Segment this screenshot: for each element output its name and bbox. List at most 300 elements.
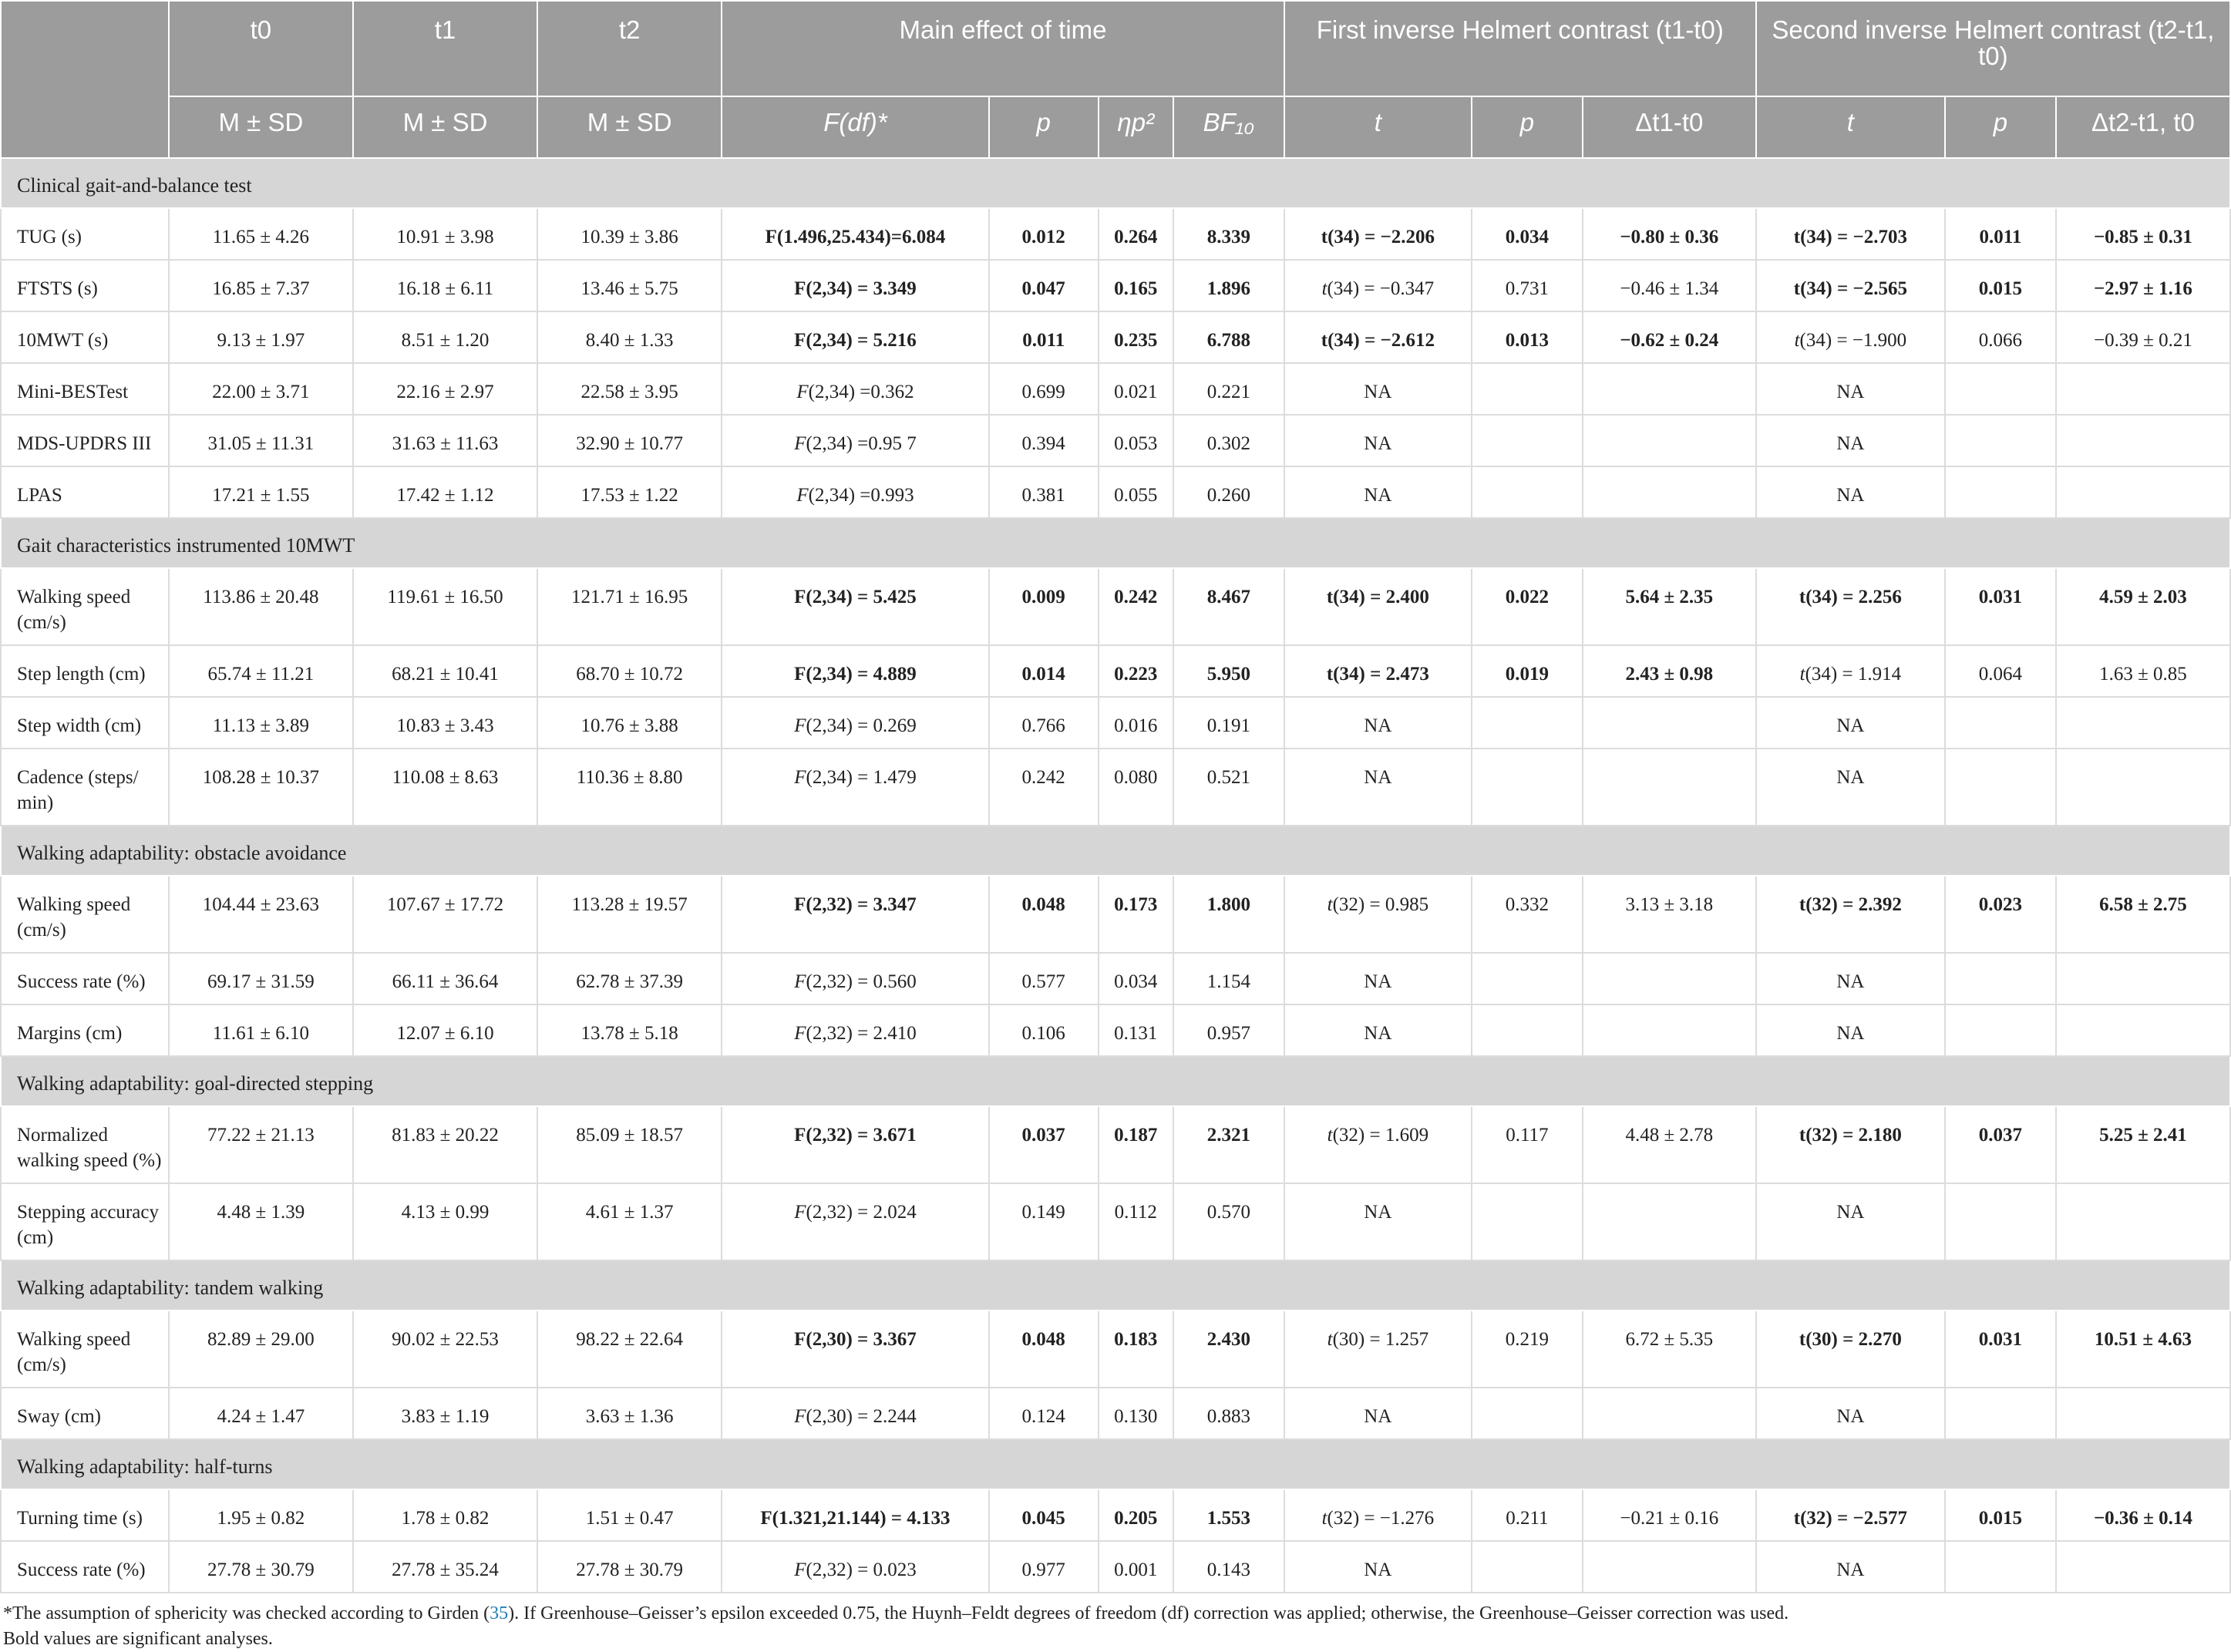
cell-ct1: NA bbox=[1284, 1004, 1472, 1056]
cell-p: 0.766 bbox=[989, 697, 1099, 749]
cell-cp2: 0.023 bbox=[1945, 876, 2056, 953]
table-body bbox=[1, 158, 2230, 1593]
cell-eta: 0.021 bbox=[1099, 363, 1173, 415]
cell-t2: 68.70 ± 10.72 bbox=[537, 645, 722, 697]
cell-bf: 8.339 bbox=[1173, 208, 1284, 260]
header-t1: t1 bbox=[353, 1, 537, 96]
header-t2: t2 bbox=[537, 1, 722, 96]
table-row bbox=[1, 311, 2230, 363]
cell-cd1 bbox=[1583, 1541, 1756, 1593]
row-label: 10MWT (s) bbox=[1, 311, 169, 363]
row-label: Step width (cm) bbox=[1, 697, 169, 749]
cell-cp1 bbox=[1472, 749, 1583, 826]
cell-t0: 77.22 ± 21.13 bbox=[169, 1106, 353, 1183]
table-row bbox=[1, 466, 2230, 518]
cell-cp1 bbox=[1472, 466, 1583, 518]
cell-ct2: NA bbox=[1756, 1388, 1945, 1439]
cell-t0: 11.61 ± 6.10 bbox=[169, 1004, 353, 1056]
cell-cp2 bbox=[1945, 363, 2056, 415]
cell-t2: 10.39 ± 3.86 bbox=[537, 208, 722, 260]
cell-bf: 1.800 bbox=[1173, 876, 1284, 953]
cell-cp2 bbox=[1945, 1183, 2056, 1260]
cell-ct2: NA bbox=[1756, 697, 1945, 749]
row-label: Mini-BESTest bbox=[1, 363, 169, 415]
cell-cd1: −0.62 ± 0.24 bbox=[1583, 311, 1756, 363]
section-title: Walking adaptability: half-turns bbox=[1, 1439, 2230, 1489]
cell-bf: 8.467 bbox=[1173, 568, 1284, 645]
cell-bf: 2.430 bbox=[1173, 1310, 1284, 1388]
cell-cd1 bbox=[1583, 953, 1756, 1004]
cell-p: 0.242 bbox=[989, 749, 1099, 826]
cell-ct1: NA bbox=[1284, 466, 1472, 518]
cell-ct1: NA bbox=[1284, 415, 1472, 466]
cell-t2: 27.78 ± 30.79 bbox=[537, 1541, 722, 1593]
cell-ct2: NA bbox=[1756, 749, 1945, 826]
cell-cp1 bbox=[1472, 1004, 1583, 1056]
cell-eta: 0.053 bbox=[1099, 415, 1173, 466]
footnote-bold-note: Bold values are significant analyses. bbox=[3, 1629, 273, 1649]
cell-cd1: 6.72 ± 5.35 bbox=[1583, 1310, 1756, 1388]
table-row bbox=[1, 1489, 2230, 1541]
cell-cd2 bbox=[2056, 466, 2230, 518]
row-label: Margins (cm) bbox=[1, 1004, 169, 1056]
cell-t1: 66.11 ± 36.64 bbox=[353, 953, 537, 1004]
cell-eta: 0.205 bbox=[1099, 1489, 1173, 1541]
cell-ct2: NA bbox=[1756, 1004, 1945, 1056]
cell-p: 0.381 bbox=[989, 466, 1099, 518]
table-row bbox=[1, 260, 2230, 311]
cell-f: F(2,30) = 2.244 bbox=[722, 1388, 989, 1439]
section-title: Clinical gait-and-balance test bbox=[1, 158, 2230, 208]
cell-ct1: NA bbox=[1284, 953, 1472, 1004]
cell-cd1 bbox=[1583, 415, 1756, 466]
cell-t0: 17.21 ± 1.55 bbox=[169, 466, 353, 518]
table-row bbox=[1, 363, 2230, 415]
cell-f: F(2,32) = 3.347 bbox=[722, 876, 989, 953]
cell-ct2: NA bbox=[1756, 363, 1945, 415]
cell-cp2 bbox=[1945, 953, 2056, 1004]
cell-ct1: t(30) = 1.257 bbox=[1284, 1310, 1472, 1388]
row-label: FTSTS (s) bbox=[1, 260, 169, 311]
cell-p: 0.149 bbox=[989, 1183, 1099, 1260]
cell-cp2: 0.011 bbox=[1945, 208, 2056, 260]
table-row bbox=[1, 1004, 2230, 1056]
cell-cd2 bbox=[2056, 1541, 2230, 1593]
row-label: Success rate (%) bbox=[1, 1541, 169, 1593]
cell-t0: 31.05 ± 11.31 bbox=[169, 415, 353, 466]
cell-ct1: t(34) = −0.347 bbox=[1284, 260, 1472, 311]
cell-ct1: NA bbox=[1284, 1541, 1472, 1593]
header-row-1 bbox=[1, 1, 2230, 96]
cell-t2: 13.46 ± 5.75 bbox=[537, 260, 722, 311]
cell-p: 0.394 bbox=[989, 415, 1099, 466]
row-label: Walking speed (cm/s) bbox=[1, 568, 169, 645]
cell-ct2: t(32) = 2.392 bbox=[1756, 876, 1945, 953]
cell-ct1: t(34) = −2.612 bbox=[1284, 311, 1472, 363]
cell-t1: 8.51 ± 1.20 bbox=[353, 311, 537, 363]
cell-cp1 bbox=[1472, 953, 1583, 1004]
table-row bbox=[1, 208, 2230, 260]
cell-bf: 0.570 bbox=[1173, 1183, 1284, 1260]
cell-t1: 110.08 ± 8.63 bbox=[353, 749, 537, 826]
cell-eta: 0.165 bbox=[1099, 260, 1173, 311]
row-label: Success rate (%) bbox=[1, 953, 169, 1004]
cell-cp2 bbox=[1945, 697, 2056, 749]
cell-cd2: 6.58 ± 2.75 bbox=[2056, 876, 2230, 953]
cell-ct1: NA bbox=[1284, 363, 1472, 415]
cell-eta: 0.055 bbox=[1099, 466, 1173, 518]
cell-cp1: 0.034 bbox=[1472, 208, 1583, 260]
cell-t2: 98.22 ± 22.64 bbox=[537, 1310, 722, 1388]
cell-t1: 16.18 ± 6.11 bbox=[353, 260, 537, 311]
table-row bbox=[1, 1388, 2230, 1439]
cell-ct1: NA bbox=[1284, 749, 1472, 826]
cell-ct2: t(34) = 2.256 bbox=[1756, 568, 1945, 645]
cell-t0: 69.17 ± 31.59 bbox=[169, 953, 353, 1004]
cell-cp1: 0.117 bbox=[1472, 1106, 1583, 1183]
cell-bf: 0.191 bbox=[1173, 697, 1284, 749]
cell-cp1 bbox=[1472, 1541, 1583, 1593]
cell-ct2: NA bbox=[1756, 415, 1945, 466]
cell-ct2: t(32) = 2.180 bbox=[1756, 1106, 1945, 1183]
cell-t2: 8.40 ± 1.33 bbox=[537, 311, 722, 363]
cell-t2: 22.58 ± 3.95 bbox=[537, 363, 722, 415]
header-contrast2-delta: Δt2-t1, t0 bbox=[2056, 96, 2230, 158]
cell-t1: 90.02 ± 22.53 bbox=[353, 1310, 537, 1388]
section-title: Walking adaptability: goal-directed stepping bbox=[1, 1056, 2230, 1106]
cell-cd2 bbox=[2056, 1004, 2230, 1056]
cell-t1: 68.21 ± 10.41 bbox=[353, 645, 537, 697]
cell-cp1: 0.211 bbox=[1472, 1489, 1583, 1541]
cell-cd2 bbox=[2056, 749, 2230, 826]
cell-t2: 121.71 ± 16.95 bbox=[537, 568, 722, 645]
table-row bbox=[1, 953, 2230, 1004]
cell-eta: 0.034 bbox=[1099, 953, 1173, 1004]
cell-t1: 81.83 ± 20.22 bbox=[353, 1106, 537, 1183]
cell-eta: 0.242 bbox=[1099, 568, 1173, 645]
cell-ct1: t(32) = 1.609 bbox=[1284, 1106, 1472, 1183]
cell-eta: 0.001 bbox=[1099, 1541, 1173, 1593]
cell-t2: 17.53 ± 1.22 bbox=[537, 466, 722, 518]
footnote-sphericity: *The assumption of sphericity was checked according to Girden (35). If Greenhouse–Geisser’s epsilon exceeded 0.75, the Huynh–Feldt degrees of freedom (df) correction was applied; otherwise, the Greenhouse–Geisser correction was used. bbox=[3, 1603, 1789, 1623]
header-main-effect: Main effect of time bbox=[722, 1, 1284, 96]
row-label: Stepping accuracy (cm) bbox=[1, 1183, 169, 1260]
cell-t1: 1.78 ± 0.82 bbox=[353, 1489, 537, 1541]
cell-f: F(2,34) =0.95 7 bbox=[722, 415, 989, 466]
row-label: TUG (s) bbox=[1, 208, 169, 260]
cell-eta: 0.173 bbox=[1099, 876, 1173, 953]
cell-cd1: −0.21 ± 0.16 bbox=[1583, 1489, 1756, 1541]
cell-p: 0.037 bbox=[989, 1106, 1099, 1183]
cell-t2: 62.78 ± 37.39 bbox=[537, 953, 722, 1004]
cell-ct1: NA bbox=[1284, 1388, 1472, 1439]
row-label: Walking speed (cm/s) bbox=[1, 1310, 169, 1388]
cell-t0: 113.86 ± 20.48 bbox=[169, 568, 353, 645]
cell-f: F(2,34) = 5.425 bbox=[722, 568, 989, 645]
cell-cd1 bbox=[1583, 1004, 1756, 1056]
cell-cp2 bbox=[1945, 466, 2056, 518]
cell-bf: 0.302 bbox=[1173, 415, 1284, 466]
header-t0: t0 bbox=[169, 1, 353, 96]
cell-ct2: t(34) = −2.703 bbox=[1756, 208, 1945, 260]
cell-bf: 2.321 bbox=[1173, 1106, 1284, 1183]
cell-bf: 1.553 bbox=[1173, 1489, 1284, 1541]
cell-t1: 4.13 ± 0.99 bbox=[353, 1183, 537, 1260]
section-title: Walking adaptability: obstacle avoidance bbox=[1, 826, 2230, 876]
cell-cd1: 4.48 ± 2.78 bbox=[1583, 1106, 1756, 1183]
cell-cd1: 3.13 ± 3.18 bbox=[1583, 876, 1756, 953]
cell-f: F(2,34) =0.362 bbox=[722, 363, 989, 415]
cell-cp1 bbox=[1472, 415, 1583, 466]
cell-cp1: 0.731 bbox=[1472, 260, 1583, 311]
header-msd-t0: M ± SD bbox=[169, 96, 353, 158]
header-second-contrast: Second inverse Helmert contrast (t2-t1, t0) bbox=[1756, 1, 2230, 96]
cell-ct2: t(30) = 2.270 bbox=[1756, 1310, 1945, 1388]
table-row bbox=[1, 697, 2230, 749]
cell-p: 0.699 bbox=[989, 363, 1099, 415]
section-header bbox=[1, 1260, 2230, 1310]
table-row bbox=[1, 1106, 2230, 1183]
cell-t0: 22.00 ± 3.71 bbox=[169, 363, 353, 415]
cell-t0: 4.24 ± 1.47 bbox=[169, 1388, 353, 1439]
cell-ct2: NA bbox=[1756, 1183, 1945, 1260]
cell-ct1: t(34) = −2.206 bbox=[1284, 208, 1472, 260]
header-msd-t1: M ± SD bbox=[353, 96, 537, 158]
cell-t1: 107.67 ± 17.72 bbox=[353, 876, 537, 953]
cell-t2: 1.51 ± 0.47 bbox=[537, 1489, 722, 1541]
table-row bbox=[1, 415, 2230, 466]
cell-cd1: −0.80 ± 0.36 bbox=[1583, 208, 1756, 260]
section-header bbox=[1, 826, 2230, 876]
cell-p: 0.012 bbox=[989, 208, 1099, 260]
cell-cp1: 0.219 bbox=[1472, 1310, 1583, 1388]
cell-eta: 0.016 bbox=[1099, 697, 1173, 749]
cell-t1: 10.91 ± 3.98 bbox=[353, 208, 537, 260]
header-first-contrast: First inverse Helmert contrast (t1-t0) bbox=[1284, 1, 1756, 96]
cell-cd2: −0.85 ± 0.31 bbox=[2056, 208, 2230, 260]
section-header bbox=[1, 1439, 2230, 1489]
cell-f: F(2,32) = 2.024 bbox=[722, 1183, 989, 1260]
cell-eta: 0.187 bbox=[1099, 1106, 1173, 1183]
row-label: MDS-UPDRS III bbox=[1, 415, 169, 466]
cell-f: F(2,32) = 0.023 bbox=[722, 1541, 989, 1593]
cell-p: 0.977 bbox=[989, 1541, 1099, 1593]
row-label: Cadence (steps/ min) bbox=[1, 749, 169, 826]
cell-t1: 3.83 ± 1.19 bbox=[353, 1388, 537, 1439]
cell-t0: 4.48 ± 1.39 bbox=[169, 1183, 353, 1260]
cell-p: 0.011 bbox=[989, 311, 1099, 363]
header-bf: BF₁₀ bbox=[1173, 96, 1284, 158]
cell-p: 0.047 bbox=[989, 260, 1099, 311]
cell-t2: 4.61 ± 1.37 bbox=[537, 1183, 722, 1260]
cell-bf: 0.957 bbox=[1173, 1004, 1284, 1056]
cell-cp2 bbox=[1945, 415, 2056, 466]
cell-cp1: 0.022 bbox=[1472, 568, 1583, 645]
section-header bbox=[1, 518, 2230, 568]
cell-cd1 bbox=[1583, 1183, 1756, 1260]
table-row bbox=[1, 876, 2230, 953]
cell-t0: 11.13 ± 3.89 bbox=[169, 697, 353, 749]
row-label: Sway (cm) bbox=[1, 1388, 169, 1439]
cell-ct1: NA bbox=[1284, 697, 1472, 749]
section-header bbox=[1, 1056, 2230, 1106]
cell-t1: 27.78 ± 35.24 bbox=[353, 1541, 537, 1593]
cell-cd2: 5.25 ± 2.41 bbox=[2056, 1106, 2230, 1183]
cell-cd1: 2.43 ± 0.98 bbox=[1583, 645, 1756, 697]
cell-bf: 0.143 bbox=[1173, 1541, 1284, 1593]
cell-ct1: t(32) = 0.985 bbox=[1284, 876, 1472, 953]
cell-f: F(2,32) = 3.671 bbox=[722, 1106, 989, 1183]
cell-f: F(2,34) = 5.216 bbox=[722, 311, 989, 363]
cell-ct1: t(32) = −1.276 bbox=[1284, 1489, 1472, 1541]
cell-t0: 65.74 ± 11.21 bbox=[169, 645, 353, 697]
cell-f: F(1.321,21.144) = 4.133 bbox=[722, 1489, 989, 1541]
cell-t0: 108.28 ± 10.37 bbox=[169, 749, 353, 826]
cell-cp2: 0.031 bbox=[1945, 1310, 2056, 1388]
header-contrast1-delta: Δt1-t0 bbox=[1583, 96, 1756, 158]
cell-t2: 110.36 ± 8.80 bbox=[537, 749, 722, 826]
header-eta: ηp² bbox=[1099, 96, 1173, 158]
cell-t2: 10.76 ± 3.88 bbox=[537, 697, 722, 749]
cell-p: 0.014 bbox=[989, 645, 1099, 697]
cell-cd2: −0.36 ± 0.14 bbox=[2056, 1489, 2230, 1541]
cell-p: 0.106 bbox=[989, 1004, 1099, 1056]
cell-t1: 119.61 ± 16.50 bbox=[353, 568, 537, 645]
cell-cd2 bbox=[2056, 363, 2230, 415]
cell-cd2: 1.63 ± 0.85 bbox=[2056, 645, 2230, 697]
cell-p: 0.045 bbox=[989, 1489, 1099, 1541]
cell-t0: 1.95 ± 0.82 bbox=[169, 1489, 353, 1541]
cell-f: F(1.496,25.434)=6.084 bbox=[722, 208, 989, 260]
header-p: p bbox=[989, 96, 1099, 158]
cell-ct1: t(34) = 2.400 bbox=[1284, 568, 1472, 645]
table-row bbox=[1, 749, 2230, 826]
header-row-2 bbox=[1, 96, 2230, 158]
header-blank bbox=[1, 1, 169, 158]
cell-p: 0.009 bbox=[989, 568, 1099, 645]
cell-t1: 17.42 ± 1.12 bbox=[353, 466, 537, 518]
row-label: Normalized walking speed (%) bbox=[1, 1106, 169, 1183]
cell-bf: 0.521 bbox=[1173, 749, 1284, 826]
cell-f: F(2,32) = 2.410 bbox=[722, 1004, 989, 1056]
cell-cd1 bbox=[1583, 749, 1756, 826]
header-contrast1-p: p bbox=[1472, 96, 1583, 158]
cell-ct2: NA bbox=[1756, 953, 1945, 1004]
cell-cd2 bbox=[2056, 1183, 2230, 1260]
cell-eta: 0.130 bbox=[1099, 1388, 1173, 1439]
section-title: Walking adaptability: tandem walking bbox=[1, 1260, 2230, 1310]
cell-t0: 27.78 ± 30.79 bbox=[169, 1541, 353, 1593]
cell-f: F(2,34) = 1.479 bbox=[722, 749, 989, 826]
cell-cd2: 10.51 ± 4.63 bbox=[2056, 1310, 2230, 1388]
cell-eta: 0.131 bbox=[1099, 1004, 1173, 1056]
cell-eta: 0.183 bbox=[1099, 1310, 1173, 1388]
cell-cp2: 0.015 bbox=[1945, 260, 2056, 311]
section-title: Gait characteristics instrumented 10MWT bbox=[1, 518, 2230, 568]
cell-t1: 10.83 ± 3.43 bbox=[353, 697, 537, 749]
table-row bbox=[1, 1183, 2230, 1260]
reference-link[interactable]: 35 bbox=[490, 1603, 509, 1623]
header-f-df: F(df)* bbox=[722, 96, 989, 158]
cell-cd2 bbox=[2056, 697, 2230, 749]
table-row bbox=[1, 645, 2230, 697]
cell-cp1 bbox=[1472, 697, 1583, 749]
cell-ct2: NA bbox=[1756, 1541, 1945, 1593]
cell-ct2: NA bbox=[1756, 466, 1945, 518]
section-header bbox=[1, 158, 2230, 208]
cell-cp2: 0.031 bbox=[1945, 568, 2056, 645]
row-label: Step length (cm) bbox=[1, 645, 169, 697]
cell-cp2: 0.015 bbox=[1945, 1489, 2056, 1541]
header-msd-t2: M ± SD bbox=[537, 96, 722, 158]
cell-t1: 22.16 ± 2.97 bbox=[353, 363, 537, 415]
cell-cp2 bbox=[1945, 749, 2056, 826]
footnote bbox=[0, 1593, 2231, 1652]
cell-cp1 bbox=[1472, 1388, 1583, 1439]
cell-cd1 bbox=[1583, 697, 1756, 749]
cell-f: F(2,30) = 3.367 bbox=[722, 1310, 989, 1388]
table-row bbox=[1, 1541, 2230, 1593]
cell-bf: 0.883 bbox=[1173, 1388, 1284, 1439]
cell-cd2: −0.39 ± 0.21 bbox=[2056, 311, 2230, 363]
cell-t2: 3.63 ± 1.36 bbox=[537, 1388, 722, 1439]
cell-cd1 bbox=[1583, 466, 1756, 518]
cell-bf: 6.788 bbox=[1173, 311, 1284, 363]
row-label: Walking speed (cm/s) bbox=[1, 876, 169, 953]
cell-f: F(2,34) = 0.269 bbox=[722, 697, 989, 749]
cell-bf: 1.154 bbox=[1173, 953, 1284, 1004]
row-label: Turning time (s) bbox=[1, 1489, 169, 1541]
header-contrast1-t: t bbox=[1284, 96, 1472, 158]
cell-eta: 0.223 bbox=[1099, 645, 1173, 697]
cell-eta: 0.235 bbox=[1099, 311, 1173, 363]
cell-f: F(2,34) = 3.349 bbox=[722, 260, 989, 311]
cell-cd1: −0.46 ± 1.34 bbox=[1583, 260, 1756, 311]
cell-cp1 bbox=[1472, 1183, 1583, 1260]
cell-t0: 9.13 ± 1.97 bbox=[169, 311, 353, 363]
cell-bf: 0.260 bbox=[1173, 466, 1284, 518]
cell-f: F(2,34) =0.993 bbox=[722, 466, 989, 518]
cell-p: 0.048 bbox=[989, 1310, 1099, 1388]
cell-p: 0.048 bbox=[989, 876, 1099, 953]
cell-t0: 11.65 ± 4.26 bbox=[169, 208, 353, 260]
cell-t1: 12.07 ± 6.10 bbox=[353, 1004, 537, 1056]
cell-eta: 0.080 bbox=[1099, 749, 1173, 826]
cell-ct2: t(34) = 1.914 bbox=[1756, 645, 1945, 697]
cell-cd2: −2.97 ± 1.16 bbox=[2056, 260, 2230, 311]
cell-cd1: 5.64 ± 2.35 bbox=[1583, 568, 1756, 645]
cell-ct2: t(34) = −2.565 bbox=[1756, 260, 1945, 311]
cell-cd1 bbox=[1583, 363, 1756, 415]
cell-t2: 32.90 ± 10.77 bbox=[537, 415, 722, 466]
cell-t1: 31.63 ± 11.63 bbox=[353, 415, 537, 466]
cell-cd2: 4.59 ± 2.03 bbox=[2056, 568, 2230, 645]
cell-bf: 5.950 bbox=[1173, 645, 1284, 697]
table-row bbox=[1, 1310, 2230, 1388]
header-contrast2-t: t bbox=[1756, 96, 1945, 158]
cell-t0: 16.85 ± 7.37 bbox=[169, 260, 353, 311]
cell-cp2: 0.066 bbox=[1945, 311, 2056, 363]
cell-f: F(2,34) = 4.889 bbox=[722, 645, 989, 697]
cell-p: 0.124 bbox=[989, 1388, 1099, 1439]
cell-eta: 0.112 bbox=[1099, 1183, 1173, 1260]
cell-t2: 113.28 ± 19.57 bbox=[537, 876, 722, 953]
cell-cp1 bbox=[1472, 363, 1583, 415]
cell-t0: 104.44 ± 23.63 bbox=[169, 876, 353, 953]
cell-t2: 85.09 ± 18.57 bbox=[537, 1106, 722, 1183]
cell-ct1: NA bbox=[1284, 1183, 1472, 1260]
cell-bf: 1.896 bbox=[1173, 260, 1284, 311]
